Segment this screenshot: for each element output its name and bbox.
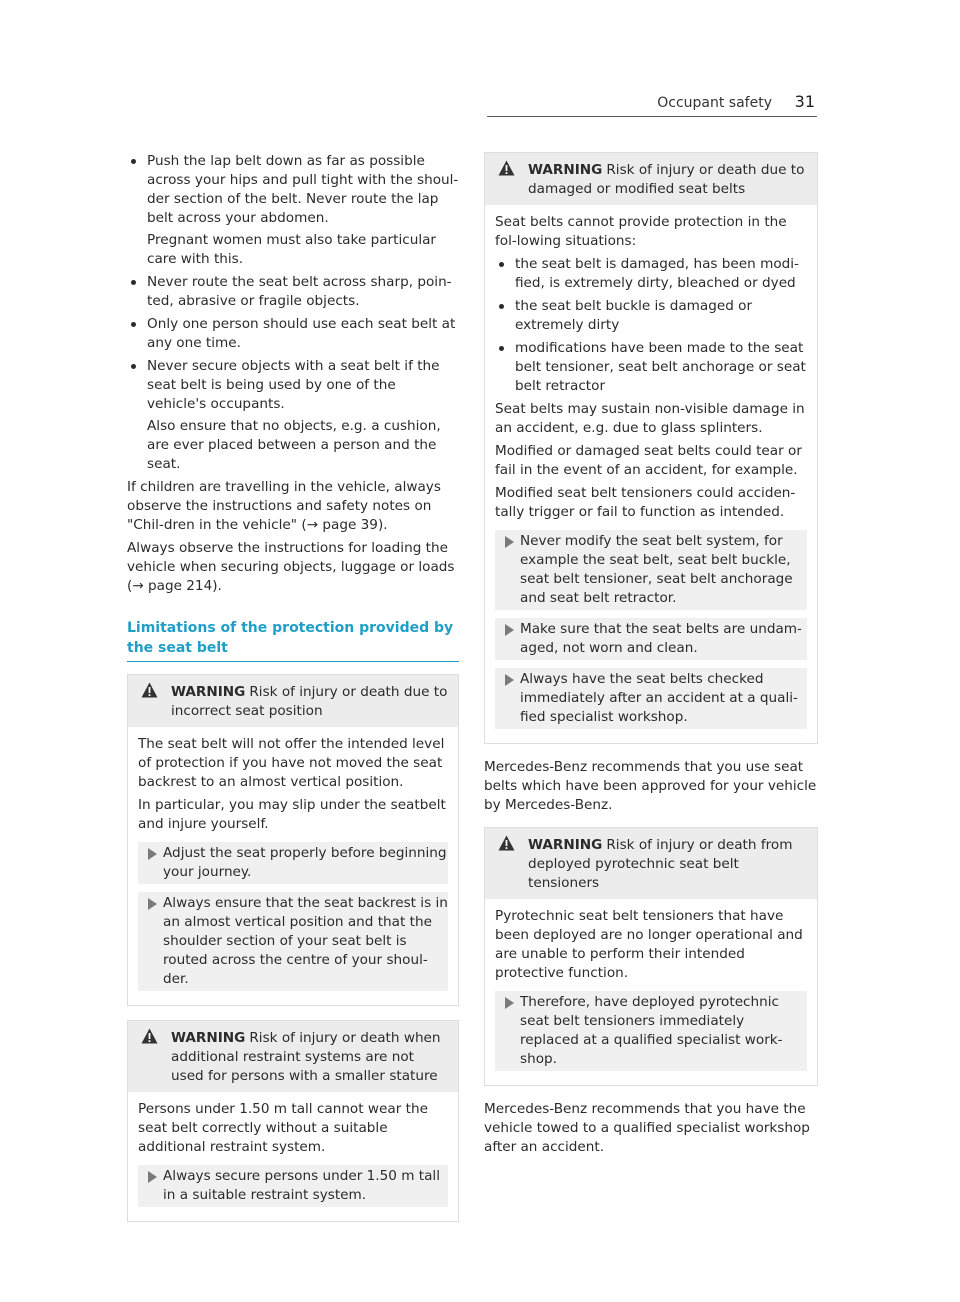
- play-arrow-icon: [148, 898, 157, 910]
- list-item-text: Never route the seat belt across sharp, poin-ted, abrasive or fragile objects.: [147, 274, 452, 309]
- warning-header: [485, 828, 817, 899]
- warning-paragraph: Pyrotechnic seat belt tensioners that have been deployed are no longer operational and are unable to perform their intended protective function.: [495, 908, 803, 981]
- action-step: [138, 1165, 448, 1207]
- play-arrow-icon: [505, 624, 514, 636]
- warning-triangle-icon: [141, 682, 158, 698]
- warning-title: Risk of injury or death due to damaged or modified seat belts: [528, 162, 805, 197]
- action-text: Adjust the seat properly before beginning your journey.: [163, 845, 447, 880]
- loading-paragraph: Always observe the instructions for loading the vehicle when securing objects, luggage or loads (→ page 214).: [127, 540, 455, 594]
- warning-triangle-icon: [498, 160, 515, 176]
- header-section-title: Occupant safety: [657, 95, 772, 111]
- list-item: [127, 152, 459, 269]
- list-item: [127, 273, 459, 311]
- warning-label: WARNING: [528, 837, 603, 853]
- action-step: [495, 530, 807, 610]
- right-column: [484, 152, 818, 1161]
- warning-label: WARNING: [171, 1030, 246, 1046]
- list-item-note: Pregnant women must also take particular care with this.: [147, 232, 437, 267]
- warning-label: WARNING: [171, 684, 246, 700]
- warning-body: [485, 899, 817, 1085]
- play-arrow-icon: [148, 1171, 157, 1183]
- warning-label: WARNING: [528, 162, 603, 178]
- warning-title: Risk of injury or death from deployed pyrotechnic seat belt tensioners: [528, 837, 793, 891]
- warning-paragraph: Modified seat belt tensioners could acciden-tally trigger or fail to function as intended.: [495, 485, 796, 520]
- warning-header: [128, 1021, 458, 1092]
- play-arrow-icon: [505, 536, 514, 548]
- action-step: [138, 842, 448, 884]
- warning-box-restraint-systems: [127, 1020, 459, 1222]
- list-item-text: Never secure objects with a seat belt if the seat belt is being used by one of the vehicle's occupants.: [147, 358, 440, 412]
- towing-paragraph: Mercedes-Benz recommends that you have the vehicle towed to a qualified specialist workshop after an accident.: [484, 1101, 810, 1155]
- warning-paragraph: Modified or damaged seat belts could tear or fail in the event of an accident, for example.: [495, 443, 802, 478]
- action-step: [495, 668, 807, 729]
- warning-header: [128, 675, 458, 727]
- list-item: [127, 357, 459, 474]
- list-item-text: Only one person should use each seat belt at any one time.: [147, 316, 456, 351]
- children-paragraph: If children are travelling in the vehicle, always observe the instructions and safety notes on "Chil-dren in the vehicle" (→ page 39).: [127, 479, 441, 533]
- action-step: [138, 892, 448, 991]
- list-item: the seat belt is damaged, has been modi-fied, is extremely dirty, bleached or dyed: [495, 255, 807, 293]
- warning-header: [485, 153, 817, 205]
- play-arrow-icon: [505, 674, 514, 686]
- situation-list: [495, 255, 807, 396]
- action-text: Make sure that the seat belts are undam-aged, not worn and clean.: [520, 621, 802, 656]
- play-arrow-icon: [505, 997, 514, 1009]
- warning-triangle-icon: [498, 835, 515, 851]
- warning-paragraph: Seat belts may sustain non-visible damage in an accident, e.g. due to glass splinters.: [495, 401, 805, 436]
- action-text: Never modify the seat belt system, for example the seat belt, seat belt buckle, seat belt tensioner, seat belt anchorage and seat belt retractor.: [520, 533, 793, 606]
- action-text: Always ensure that the seat backrest is in an almost vertical position and that the shoulder section of your seat belt is routed across the centre of your shoul-der.: [163, 895, 448, 987]
- list-item: modifications have been made to the seat belt tensioner, seat belt anchorage or seat belt retractor: [495, 339, 807, 396]
- warning-paragraph: In particular, you may slip under the seatbelt and injure yourself.: [138, 797, 446, 832]
- action-text: Therefore, have deployed pyrotechnic seat belt tensioners immediately replaced at a qualified specialist work-shop.: [520, 994, 783, 1067]
- warning-box-damaged-belts: [484, 152, 818, 744]
- action-text: Always secure persons under 1.50 m tall in a suitable restraint system.: [163, 1168, 440, 1203]
- warning-body: [128, 727, 458, 1005]
- warning-title: Risk of injury or death when additional restraint systems are not used for persons with a smaller stature: [171, 1030, 441, 1084]
- warning-body: [128, 1092, 458, 1221]
- list-item: the seat belt buckle is damaged or extremely dirty: [495, 297, 807, 335]
- warning-title: Risk of injury or death due to incorrect seat position: [171, 684, 448, 719]
- list-item: [127, 315, 459, 353]
- recommendation-paragraph: Mercedes-Benz recommends that you use seat belts which have been approved for your vehicle by Mercedes-Benz.: [484, 759, 817, 813]
- section-heading: Limitations of the protection provided by the seat belt: [127, 618, 459, 662]
- warning-body: [485, 205, 817, 743]
- warning-triangle-icon: [141, 1028, 158, 1044]
- action-step: [495, 991, 807, 1071]
- list-item-note: Also ensure that no objects, e.g. a cushion, are ever placed between a person and the seat.: [147, 418, 441, 472]
- warning-box-seat-position: [127, 674, 459, 1006]
- play-arrow-icon: [148, 848, 157, 860]
- warning-paragraph: Seat belts cannot provide protection in the fol-lowing situations:: [495, 214, 787, 249]
- left-column: [127, 152, 459, 1236]
- action-text: Always have the seat belts checked immediately after an accident at a quali-fied specialist workshop.: [520, 671, 798, 725]
- action-step: [495, 618, 807, 660]
- page-header: [487, 90, 817, 117]
- warning-box-pyrotechnic-tensioners: [484, 827, 818, 1086]
- intro-bullet-list: [127, 152, 459, 474]
- warning-paragraph: The seat belt will not offer the intended level of protection if you have not moved the seat backrest to an almost vertical position.: [138, 736, 445, 790]
- list-item-text: Push the lap belt down as far as possible across your hips and pull tight with the shoul-der section of the belt. Never route the lap belt across your abdomen.: [147, 153, 459, 226]
- page-number: 31: [794, 92, 815, 111]
- warning-paragraph: Persons under 1.50 m tall cannot wear the seat belt correctly without a suitable additional restraint system.: [138, 1101, 428, 1155]
